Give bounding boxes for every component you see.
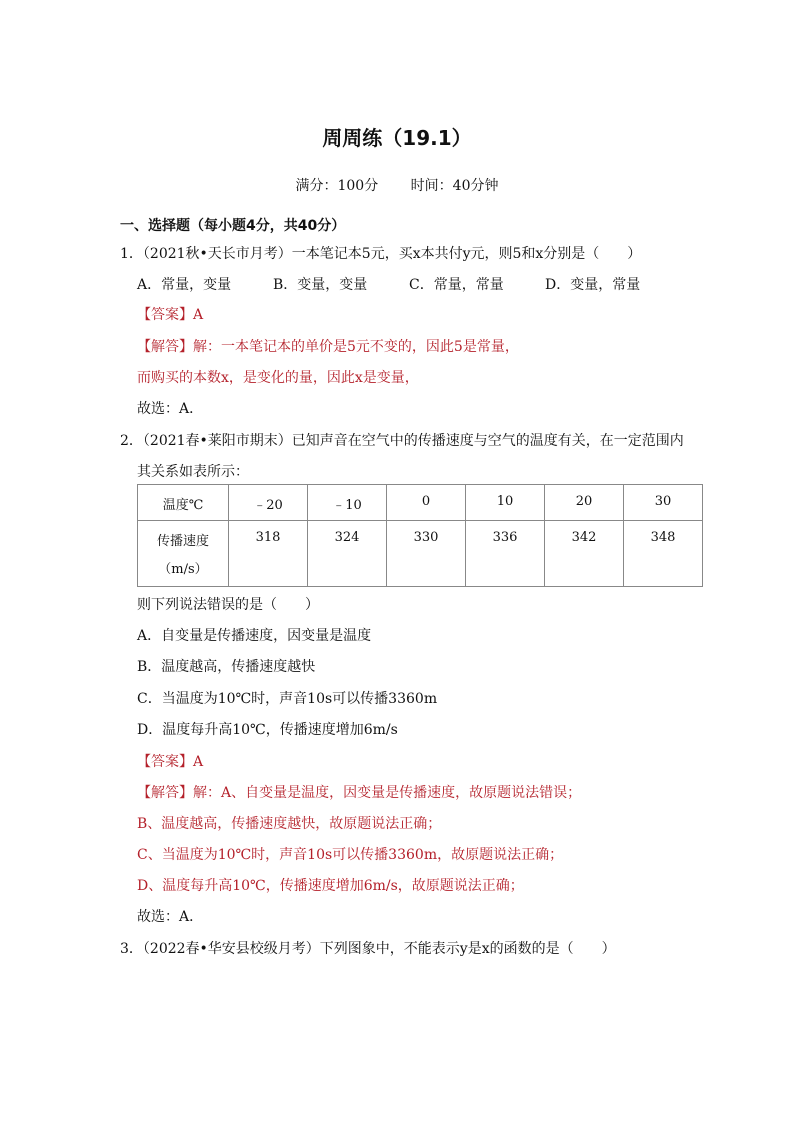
table-header-speed	[138, 521, 229, 587]
q2-conclusion: 故选：A．	[137, 909, 204, 925]
q2-option-d: D．温度每升高10℃，传播速度增加6m/s	[137, 722, 398, 738]
table-cell: 318	[229, 521, 308, 587]
analysis-tag: 【解答】	[137, 785, 193, 801]
page-title: 周周练（19.1）	[322, 126, 472, 150]
table-cell: 0	[387, 485, 466, 521]
question-1-options	[137, 274, 681, 294]
answer-value: A	[193, 307, 204, 323]
q2-analysis-2: B、温度越高，传播速度越快，故原题说法正确；	[137, 816, 442, 832]
q1-option-d: D．变量，常量	[545, 277, 641, 293]
q1-option-b: B．变量，变量	[273, 277, 368, 293]
analysis-text: 解：A、自变量是温度，因变量是传播速度，故原题说法错误；	[193, 785, 582, 801]
table-cell: 30	[624, 485, 703, 521]
q1-conclusion: 故选：A．	[137, 401, 204, 417]
table-cell: 342	[545, 521, 624, 587]
speed-unit: （m/s）	[158, 562, 208, 577]
table-cell: 330	[387, 521, 466, 587]
table-cell: 10	[466, 485, 545, 521]
q2-option-a: A．自变量是传播速度，因变量是温度	[137, 628, 372, 644]
q2-analysis-1	[137, 782, 581, 802]
data-table	[137, 484, 703, 587]
table-cell: 348	[624, 521, 703, 587]
table-cell: 336	[466, 521, 545, 587]
q1-answer	[137, 304, 203, 324]
table-cell: 324	[308, 521, 387, 587]
q2-answer	[137, 751, 203, 771]
table-cell: ﹣10	[308, 485, 387, 521]
table-cell: 20	[545, 485, 624, 521]
q2-option-b: B．温度越高，传播速度越快	[137, 659, 316, 675]
section-heading: 一、选择题（每小题4分，共40分）	[120, 218, 346, 234]
q1-option-c: C．常量，常量	[409, 277, 504, 293]
q2-option-c: C．当温度为10℃时，声音10s可以传播3360m	[137, 691, 438, 707]
q2-analysis-4: D、温度每升高10℃，传播速度增加6m/s，故原题说法正确；	[137, 878, 524, 894]
q1-analysis-1	[137, 336, 519, 356]
analysis-tag: 【解答】	[137, 339, 193, 355]
question-2-stem-2: 其关系如表所示：	[137, 464, 249, 480]
q1-option-a: A．常量，变量	[137, 277, 232, 293]
table-row-speed	[138, 521, 703, 587]
table-cell: ﹣20	[229, 485, 308, 521]
q1-analysis-2: 而购买的本数x，是变化的量，因此x是变量，	[137, 370, 419, 386]
analysis-text: 解：一本笔记本的单价是5元不变的，因此5是常量，	[193, 339, 519, 355]
question-2-prompt: 则下列说法错误的是（ ）	[137, 597, 319, 613]
answer-tag: 【答案】	[137, 754, 193, 770]
full-score: 满分：100分	[295, 178, 379, 194]
answer-value: A	[193, 754, 204, 770]
time-limit: 时间：40分钟	[410, 178, 499, 194]
exam-info	[0, 175, 794, 195]
table-row-temperature	[138, 485, 703, 521]
question-2-stem-1: 2．（2021春•莱阳市期末）已知声音在空气中的传播速度与空气的温度有关，在一定范围内	[120, 433, 684, 449]
table-header-temperature: 温度℃	[138, 485, 229, 521]
speed-label: 传播速度	[156, 534, 209, 549]
question-3-stem: 3．（2022春•华安县校级月考）下列图象中，不能表示y是x的函数的是（ ）	[120, 941, 616, 957]
answer-tag: 【答案】	[137, 307, 193, 323]
question-1-stem: 1．（2021秋•天长市月考）一本笔记本5元，买x本共付y元，则5和x分别是（ ）	[120, 246, 642, 262]
q2-analysis-3: C、当温度为10℃时，声音10s可以传播3360m，故原题说法正确；	[137, 847, 564, 863]
